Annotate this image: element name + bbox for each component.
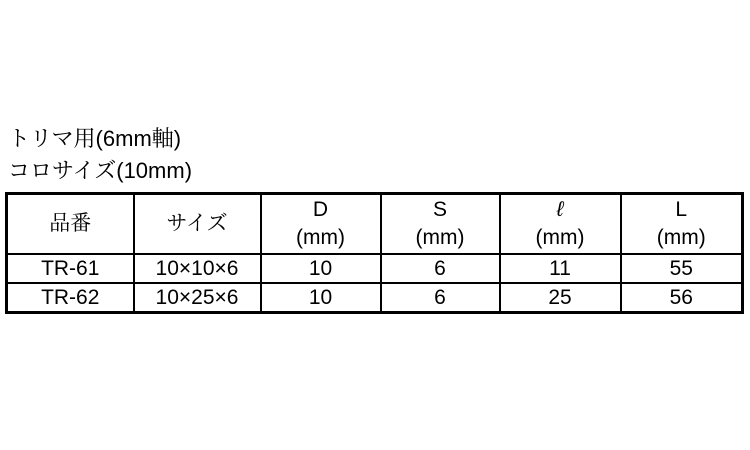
header-s-unit: (mm) (415, 226, 465, 249)
cell-s-mm: 6 (381, 283, 500, 313)
cell-part-number: TR-61 (7, 254, 134, 283)
header-l-mm (621, 194, 743, 255)
header-ell-mm (500, 194, 621, 255)
header-l-symbol: L (675, 198, 688, 221)
cell-l-mm: 56 (621, 283, 743, 313)
header-d-symbol: D (312, 198, 329, 221)
cell-l-mm: 55 (621, 254, 743, 283)
table-row-tr62 (7, 283, 743, 313)
header-ell-symbol: ℓ (556, 198, 564, 221)
header-ell-unit: (mm) (535, 226, 585, 249)
header-part-number-label: 品番 (49, 212, 92, 235)
header-s-symbol: S (432, 198, 447, 221)
header-l-unit: (mm) (656, 226, 706, 249)
header-s-mm (381, 194, 500, 255)
header-row (7, 194, 743, 255)
cell-part-number: TR-62 (7, 283, 134, 313)
header-d-mm (261, 194, 381, 255)
note-roller-size: コロサイズ(10mm) (8, 158, 193, 183)
header-size (134, 194, 261, 255)
cell-s-mm: 6 (381, 254, 500, 283)
spec-notes (8, 123, 192, 187)
spec-table (5, 192, 744, 314)
header-part-number (7, 194, 134, 255)
header-d-unit: (mm) (296, 226, 345, 249)
cell-d-mm: 10 (261, 283, 381, 313)
cell-size: 10×10×6 (134, 254, 261, 283)
note-trimmer-shaft: トリマ用(6mm軸) (8, 126, 182, 151)
cell-ell-mm: 25 (500, 283, 621, 313)
table-row-tr61 (7, 254, 743, 283)
cell-size: 10×25×6 (134, 283, 261, 313)
cell-d-mm: 10 (261, 254, 381, 283)
cell-ell-mm: 11 (500, 254, 621, 283)
header-size-label: サイズ (166, 212, 228, 235)
